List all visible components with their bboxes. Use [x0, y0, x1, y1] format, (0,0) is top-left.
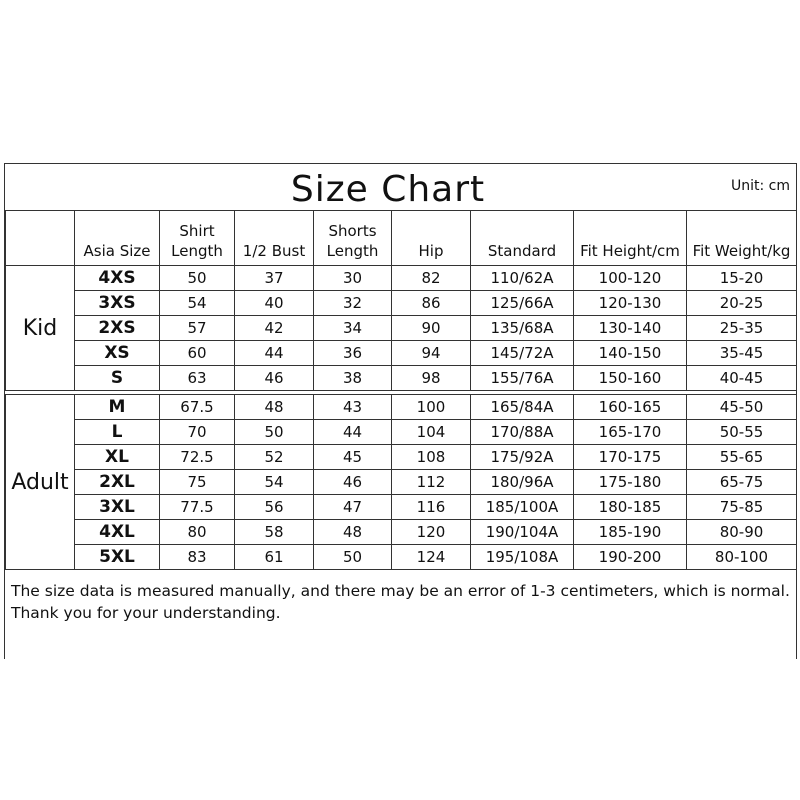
value-cell: 195/108A — [471, 545, 574, 570]
value-cell: 150-160 — [574, 366, 687, 391]
value-cell: 55-65 — [687, 445, 797, 470]
value-cell: 75 — [160, 470, 235, 495]
value-cell: 120 — [392, 520, 471, 545]
value-cell: 58 — [235, 520, 314, 545]
value-cell: 90 — [392, 316, 471, 341]
unit-label: Unit: cm — [730, 178, 790, 194]
column-header — [6, 211, 75, 266]
value-cell: 80-100 — [687, 545, 797, 570]
size-cell: 3XL — [75, 495, 160, 520]
column-header: Asia Size — [75, 211, 160, 266]
value-cell: 180-185 — [574, 495, 687, 520]
value-cell: 170/88A — [471, 420, 574, 445]
value-cell: 43 — [314, 395, 392, 420]
value-cell: 40-45 — [687, 366, 797, 391]
value-cell: 54 — [160, 291, 235, 316]
adult-group-label: Adult — [6, 395, 75, 570]
value-cell: 20-25 — [687, 291, 797, 316]
table-row — [6, 520, 797, 545]
value-cell: 94 — [392, 341, 471, 366]
size-cell: S — [75, 366, 160, 391]
value-cell: 52 — [235, 445, 314, 470]
value-cell: 65-75 — [687, 470, 797, 495]
value-cell: 45 — [314, 445, 392, 470]
value-cell: 30 — [314, 266, 392, 291]
value-cell: 77.5 — [160, 495, 235, 520]
value-cell: 40 — [235, 291, 314, 316]
size-cell: 2XS — [75, 316, 160, 341]
value-cell: 175-180 — [574, 470, 687, 495]
size-cell: 4XL — [75, 520, 160, 545]
table-row — [6, 495, 797, 520]
size-cell: M — [75, 395, 160, 420]
value-cell: 47 — [314, 495, 392, 520]
value-cell: 145/72A — [471, 341, 574, 366]
value-cell: 46 — [314, 470, 392, 495]
value-cell: 82 — [392, 266, 471, 291]
title-row — [5, 164, 796, 210]
size-cell: 2XL — [75, 470, 160, 495]
value-cell: 116 — [392, 495, 471, 520]
header-row — [6, 211, 797, 266]
column-header: Hip — [392, 211, 471, 266]
value-cell: 34 — [314, 316, 392, 341]
size-chart-frame — [4, 163, 797, 659]
value-cell: 112 — [392, 470, 471, 495]
value-cell: 37 — [235, 266, 314, 291]
value-cell: 44 — [314, 420, 392, 445]
value-cell: 50-55 — [687, 420, 797, 445]
size-cell: L — [75, 420, 160, 445]
column-header: Shirt Length — [160, 211, 235, 266]
value-cell: 42 — [235, 316, 314, 341]
value-cell: 100 — [392, 395, 471, 420]
value-cell: 130-140 — [574, 316, 687, 341]
value-cell: 54 — [235, 470, 314, 495]
value-cell: 165-170 — [574, 420, 687, 445]
column-header: 1/2 Bust — [235, 211, 314, 266]
value-cell: 50 — [314, 545, 392, 570]
value-cell: 45-50 — [687, 395, 797, 420]
value-cell: 70 — [160, 420, 235, 445]
table-row — [6, 445, 797, 470]
value-cell: 32 — [314, 291, 392, 316]
table-row — [6, 395, 797, 420]
value-cell: 190-200 — [574, 545, 687, 570]
value-cell: 44 — [235, 341, 314, 366]
table-row — [6, 545, 797, 570]
value-cell: 50 — [160, 266, 235, 291]
value-cell: 38 — [314, 366, 392, 391]
page-title: Size Chart — [290, 169, 486, 210]
size-cell: 5XL — [75, 545, 160, 570]
value-cell: 185-190 — [574, 520, 687, 545]
value-cell: 170-175 — [574, 445, 687, 470]
value-cell: 98 — [392, 366, 471, 391]
column-header: Standard — [471, 211, 574, 266]
value-cell: 190/104A — [471, 520, 574, 545]
value-cell: 180/96A — [471, 470, 574, 495]
value-cell: 175/92A — [471, 445, 574, 470]
value-cell: 72.5 — [160, 445, 235, 470]
value-cell: 160-165 — [574, 395, 687, 420]
size-table — [5, 210, 797, 570]
value-cell: 110/62A — [471, 266, 574, 291]
table-row — [6, 420, 797, 445]
value-cell: 185/100A — [471, 495, 574, 520]
value-cell: 57 — [160, 316, 235, 341]
size-note: The size data is measured manually, and there may be an error of 1-3 centimeters, which is normal. Thank you for your understanding. — [11, 582, 790, 622]
column-header: Fit Height/cm — [574, 211, 687, 266]
value-cell: 36 — [314, 341, 392, 366]
value-cell: 50 — [235, 420, 314, 445]
value-cell: 80-90 — [687, 520, 797, 545]
value-cell: 140-150 — [574, 341, 687, 366]
size-cell: 4XS — [75, 266, 160, 291]
value-cell: 61 — [235, 545, 314, 570]
value-cell: 63 — [160, 366, 235, 391]
value-cell: 15-20 — [687, 266, 797, 291]
table-row — [6, 366, 797, 391]
size-cell: XS — [75, 341, 160, 366]
table-row — [6, 291, 797, 316]
value-cell: 67.5 — [160, 395, 235, 420]
value-cell: 165/84A — [471, 395, 574, 420]
value-cell: 60 — [160, 341, 235, 366]
column-header: Fit Weight/kg — [687, 211, 797, 266]
value-cell: 155/76A — [471, 366, 574, 391]
value-cell: 124 — [392, 545, 471, 570]
value-cell: 56 — [235, 495, 314, 520]
size-cell: XL — [75, 445, 160, 470]
table-row — [6, 316, 797, 341]
table-row — [6, 341, 797, 366]
value-cell: 86 — [392, 291, 471, 316]
value-cell: 135/68A — [471, 316, 574, 341]
kid-group-label: Kid — [6, 266, 75, 391]
value-cell: 48 — [314, 520, 392, 545]
value-cell: 35-45 — [687, 341, 797, 366]
table-body — [6, 266, 797, 570]
value-cell: 100-120 — [574, 266, 687, 291]
value-cell: 25-35 — [687, 316, 797, 341]
value-cell: 120-130 — [574, 291, 687, 316]
value-cell: 75-85 — [687, 495, 797, 520]
value-cell: 125/66A — [471, 291, 574, 316]
value-cell: 48 — [235, 395, 314, 420]
value-cell: 83 — [160, 545, 235, 570]
size-cell: 3XS — [75, 291, 160, 316]
column-header: Shorts Length — [314, 211, 392, 266]
value-cell: 104 — [392, 420, 471, 445]
value-cell: 80 — [160, 520, 235, 545]
value-cell: 108 — [392, 445, 471, 470]
table-row — [6, 470, 797, 495]
table-row — [6, 266, 797, 291]
value-cell: 46 — [235, 366, 314, 391]
